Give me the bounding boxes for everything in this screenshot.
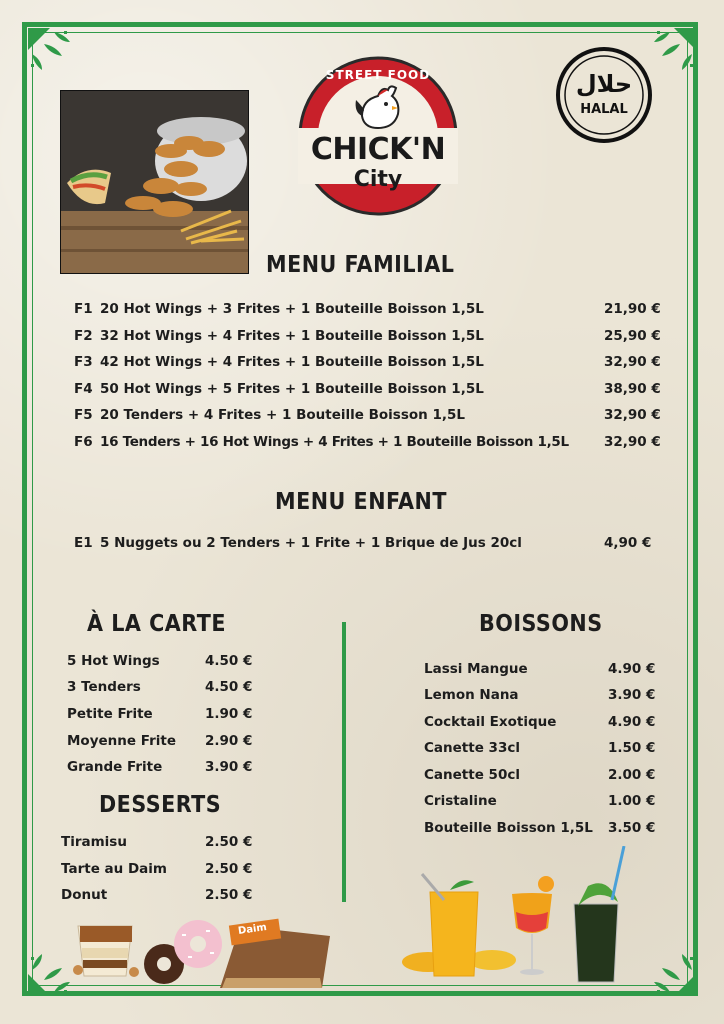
- list-item: [74, 354, 484, 370]
- halal-label: HALAL: [580, 102, 628, 117]
- item-price: 32,90 €: [604, 354, 661, 370]
- halal-badge: [555, 46, 653, 144]
- item-price: 2.90 €: [205, 733, 253, 749]
- desserts-illustration: [70, 918, 332, 992]
- item-price: 4.50 €: [205, 653, 253, 669]
- chicken-tenders-photo: [60, 90, 249, 274]
- logo-brand-name: CHICK'N: [310, 132, 446, 167]
- list-item: Canette 33cl: [424, 740, 520, 756]
- item-price: 25,90 €: [604, 328, 661, 344]
- logo-street-food-text: STREET FOOD: [325, 68, 431, 82]
- list-item: [74, 407, 465, 423]
- list-item: Lemon Nana: [424, 687, 519, 703]
- item-price: 3.90 €: [608, 687, 656, 703]
- list-item: Petite Frite: [67, 706, 153, 722]
- item-name: 20 Hot Wings + 3 Frites + 1 Bouteille Boisson 1,5L: [100, 301, 484, 317]
- item-price: 4.50 €: [205, 679, 253, 695]
- item-code: F2: [74, 328, 93, 344]
- list-item: [74, 328, 484, 344]
- list-item: Cocktail Exotique: [424, 714, 557, 730]
- list-item: Lassi Mangue: [424, 661, 528, 677]
- item-name: 16 Tenders + 16 Hot Wings + 4 Frites + 1 Bouteille Boisson 1,5L: [100, 434, 569, 450]
- list-item: Moyenne Frite: [67, 733, 176, 749]
- drinks-illustration: [398, 846, 648, 986]
- item-name: 20 Tenders + 4 Frites + 1 Bouteille Boisson 1,5L: [100, 407, 465, 423]
- boissons-title: BOISSONS: [479, 611, 603, 637]
- list-item: 5 Hot Wings: [67, 653, 160, 669]
- list-item: [74, 381, 484, 397]
- item-price: 32,90 €: [604, 434, 661, 450]
- list-item: Tiramisu: [61, 834, 127, 850]
- item-price: 4.90 €: [608, 661, 656, 677]
- item-code: F5: [74, 407, 93, 423]
- daim-wrapper-label: Daim: [237, 922, 268, 937]
- item-price: 2.50 €: [205, 834, 253, 850]
- item-code: F6: [74, 434, 93, 450]
- item-price: 4.90 €: [608, 714, 656, 730]
- a-la-carte-title: À LA CARTE: [87, 611, 226, 637]
- item-code: F1: [74, 301, 93, 317]
- item-price: 38,90 €: [604, 381, 661, 397]
- list-item: 3 Tenders: [67, 679, 141, 695]
- menu-enfant-title: MENU ENFANT: [275, 489, 447, 515]
- item-price: 4,90 €: [604, 535, 652, 551]
- list-item: [74, 535, 522, 551]
- item-price: 3.90 €: [205, 759, 253, 775]
- item-code: E1: [74, 535, 93, 551]
- item-name: 5 Nuggets ou 2 Tenders + 1 Frite + 1 Brique de Jus 20cl: [100, 535, 522, 551]
- list-item: [74, 434, 569, 450]
- desserts-title: DESSERTS: [99, 792, 222, 818]
- logo-brand-city: City: [353, 167, 403, 192]
- column-divider: [342, 622, 346, 902]
- item-code: F4: [74, 381, 93, 397]
- list-item: Bouteille Boisson 1,5L: [424, 820, 593, 836]
- menu-familial-title: MENU FAMILIAL: [266, 252, 455, 278]
- item-price: 1.00 €: [608, 793, 656, 809]
- list-item: Cristaline: [424, 793, 497, 809]
- item-price: 2.50 €: [205, 861, 253, 877]
- halal-arabic-text: حلال: [575, 70, 633, 98]
- item-price: 21,90 €: [604, 301, 661, 317]
- item-name: 42 Hot Wings + 4 Frites + 1 Bouteille Boisson 1,5L: [100, 354, 484, 370]
- item-name: 32 Hot Wings + 4 Frites + 1 Bouteille Boisson 1,5L: [100, 328, 484, 344]
- list-item: Grande Frite: [67, 759, 163, 775]
- item-name: 50 Hot Wings + 5 Frites + 1 Bouteille Boisson 1,5L: [100, 381, 484, 397]
- item-code: F3: [74, 354, 93, 370]
- item-price: 1.50 €: [608, 740, 656, 756]
- item-price: 2.00 €: [608, 767, 656, 783]
- item-price: 2.50 €: [205, 887, 253, 903]
- corner-ornament-top-left: [28, 28, 88, 88]
- item-price: 3.50 €: [608, 820, 656, 836]
- list-item: Canette 50cl: [424, 767, 520, 783]
- chickn-city-logo: [298, 52, 458, 220]
- list-item: Tarte au Daim: [61, 861, 167, 877]
- item-price: 1.90 €: [205, 706, 253, 722]
- list-item: [74, 301, 484, 317]
- item-price: 32,90 €: [604, 407, 661, 423]
- list-item: Donut: [61, 887, 108, 903]
